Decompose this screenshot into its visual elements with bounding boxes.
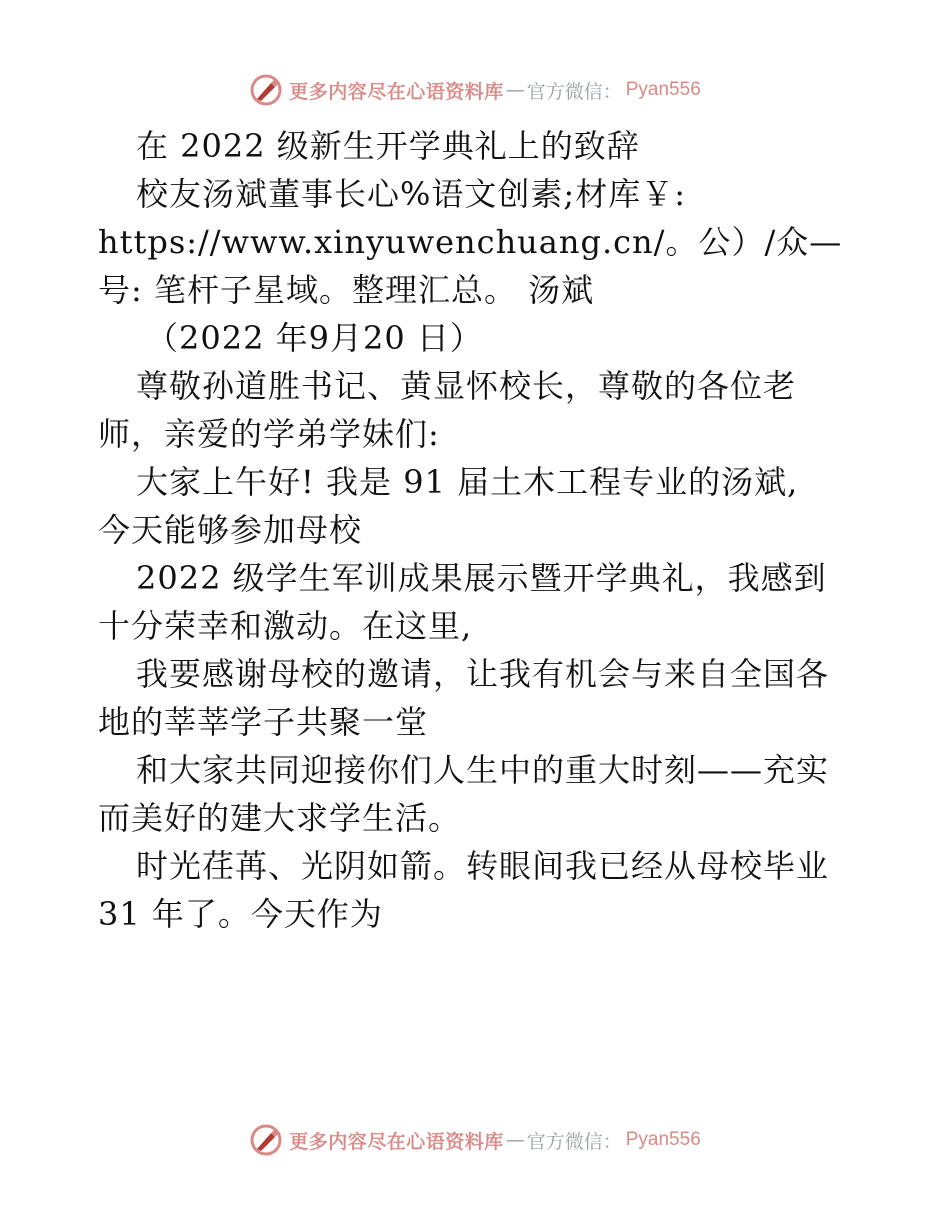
document-line: 大家上午好! 我是 91 届土木工程专业的汤斌, <box>136 463 799 501</box>
document-line: 十分荣幸和激动。在这里, <box>98 607 473 645</box>
watermark-text: 更多内容尽在心语资料库 <box>289 80 504 103</box>
document-line: 我要感谢母校的邀请，让我有机会与来自全国各 <box>136 655 830 693</box>
watermark-text: 更多内容尽在心语资料库 <box>289 1130 504 1153</box>
document-date: （2022 年9月20 日） <box>146 319 483 357</box>
document-line: 校友汤斌董事长心%语文创素;材库￥: <box>136 175 686 213</box>
watermark-dash: — <box>505 79 525 101</box>
document-line: 地的莘莘学子共聚一堂 <box>98 703 429 741</box>
document-line: 时光荏苒、光阴如箭。转眼间我已经从母校毕业 <box>136 847 830 885</box>
document-line: https://www.xinyuwenchuang.cn/。公）/众— <box>98 223 843 261</box>
document-line: 师，亲爱的学弟学妹们: <box>98 415 440 453</box>
document-title: 在 2022 级新生开学典礼上的致辞 <box>136 127 640 165</box>
watermark-wechat-id: Pyan556 <box>625 79 701 100</box>
document-line: 2022 级学生军训成果展示暨开学典礼，我感到 <box>136 559 827 597</box>
watermark-wechat-id: Pyan556 <box>625 1129 701 1150</box>
pen-logo-icon <box>249 73 283 107</box>
watermark-wechat-label: 官方微信： <box>526 80 622 103</box>
document-line: 今天能够参加母校 <box>98 511 363 549</box>
document-line: 尊敬孙道胜书记、黄显怀校长，尊敬的各位老 <box>136 367 797 405</box>
pen-logo-icon <box>249 1123 283 1157</box>
watermark-banner-top <box>0 70 950 110</box>
document-body <box>98 122 878 938</box>
document-line: 和大家共同迎接你们人生中的重大时刻——充实 <box>136 751 830 789</box>
watermark-dash: — <box>505 1129 525 1151</box>
document-line: 号: 笔杆子星域。整理汇总。 汤斌 <box>98 271 595 309</box>
document-line: 31 年了。今天作为 <box>98 895 383 933</box>
watermark-wechat-label: 官方微信： <box>526 1130 622 1153</box>
document-line: 而美好的建大求学生活。 <box>98 799 462 837</box>
watermark-banner-bottom <box>0 1120 950 1160</box>
